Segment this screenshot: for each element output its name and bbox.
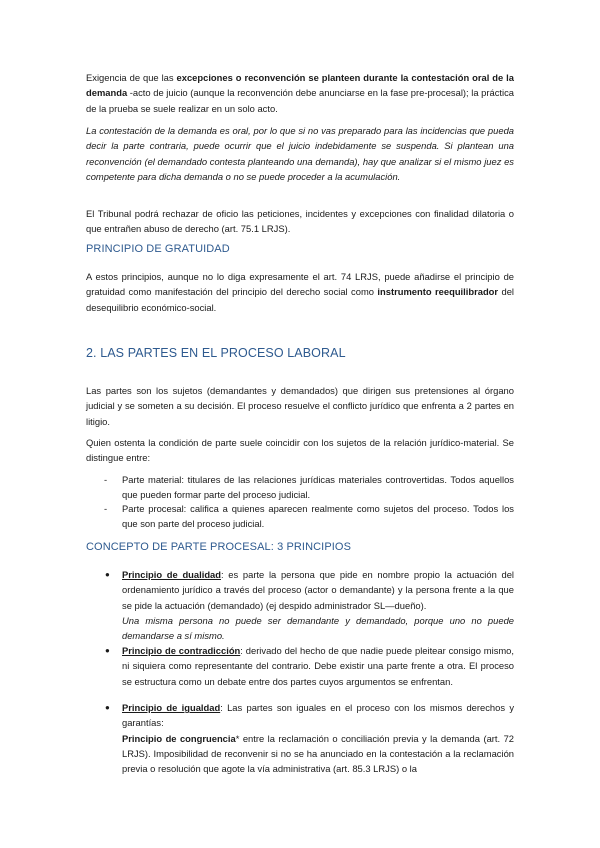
intro-paragraph-1	[86, 70, 514, 116]
heading-gratuidad: PRINCIPIO DE GRATUIDAD	[86, 243, 230, 255]
text-run: -acto de juicio (aunque la reconvención debe anunciarse en la fase pre-procesal);	[127, 87, 469, 99]
bullet-icon: ●	[105, 570, 110, 579]
partes-paragraph-1: Las partes son los sujetos (demandantes y demandados) que dirigen sus pretensiones al órgano judicial y se someten a su decisión. El proceso resuelve el conflicto jurídico que enfrenta a 2 partes en litigio.	[86, 385, 514, 427]
bullet-text	[122, 567, 514, 643]
italic-note: Una misma persona no puede ser demandante y demandado, porque uno no puede demandarse a sí mismo.	[122, 614, 514, 642]
partes-paragraph-2: Quien ostenta la condición de parte suele coincidir con los sujetos de la relación jurídico-material. Se distingue entre:	[86, 437, 514, 464]
text-run: * entre la reclamación o conciliación previa y la demanda (art. 72 LRJS). Imposibilidad de reconvenir si no se ha anunciado en la contestación a la reclamación previa o resolución que agote la vía administrativa (art. 85.3 LRJS) o la	[122, 732, 514, 775]
gratuidad-paragraph	[86, 269, 514, 315]
text-run: Exigencia de que las	[86, 72, 177, 83]
list-item-text: Parte material: titulares de las relaciones jurídicas materiales controvertidas. Todos aquellos que pueden formar parte del proceso judicial.	[122, 474, 514, 501]
text-run: A estos principios, aunque no lo diga expresamente el art. 74 LRJS, puede añadirse el principio de gratuidad como manifestación del principio del derecho social como	[86, 271, 514, 298]
bullet-icon: ●	[105, 703, 110, 712]
intro-paragraph-2: La contestación de la demanda es oral, por lo que si no vas preparado para las incidencias que pueda decir la parte contraria, puede ocurrir que el juicio indebidamente se suspenda. Si plantean una reconvención (el demandado contesta planteando una demanda), hay que analizar si el mismo juez es competente para dicha demanda o no se puede proceder a la acumulación.	[86, 125, 514, 182]
bullet-text	[122, 700, 514, 776]
bold-text: excepciones o reconvención se planteen durante la contestación oral de la demanda	[86, 72, 514, 99]
principle-title: Principio de contradicción	[122, 645, 241, 656]
text-run: la práctica de la prueba se suele realizar en un solo acto.	[86, 87, 514, 114]
dash-marker: -	[104, 474, 108, 485]
intro-paragraph-3: El Tribunal podrá rechazar de oficio las peticiones, incidentes y excepciones con finalidad dilatoria o que entrañen abuso de derecho (art. 75.1 LRJS).	[86, 208, 514, 235]
heading-partes: 2. LAS PARTES EN EL PROCESO LABORAL	[86, 346, 346, 360]
bold-text: instrumento reequilibrador	[377, 286, 499, 298]
text-run: : es parte la persona que pide en nombre propio la actuación del ordenamiento jurídico a través del proceso (actor o demandante) y la persona frente a la que se pide la actuación (demandado) (ej despido administrador SL—dueño).	[122, 569, 514, 611]
sub-principle-title: Principio de congruencia	[122, 732, 236, 744]
heading-concepto: CONCEPTO DE PARTE PROCESAL: 3 PRINCIPIOS	[86, 541, 352, 553]
text-run: : derivado del hecho de que nadie puede pleitear consigo mismo, ni siquiera como representante del contrario. Debe existir una parte frente a otra. El proceso se estructura como un debate entre dos partes cuyos argumentos se enfrentan.	[122, 645, 515, 687]
bullet-icon: ●	[105, 646, 110, 655]
text-run: del desequilibrio económico-social.	[86, 286, 515, 313]
bullet-text	[122, 643, 514, 689]
list-item-text: Parte procesal: califica a quienes aparecen realmente como sujetos del proceso. Todos los que son parte del proceso judicial.	[122, 503, 514, 530]
dash-marker: -	[104, 503, 108, 514]
principle-title: Principio de igualdad	[122, 702, 221, 713]
text-run: : Las partes son iguales en el proceso con los mismos derechos y garantías:	[122, 702, 515, 729]
principle-title: Principio de dualidad	[122, 569, 221, 580]
